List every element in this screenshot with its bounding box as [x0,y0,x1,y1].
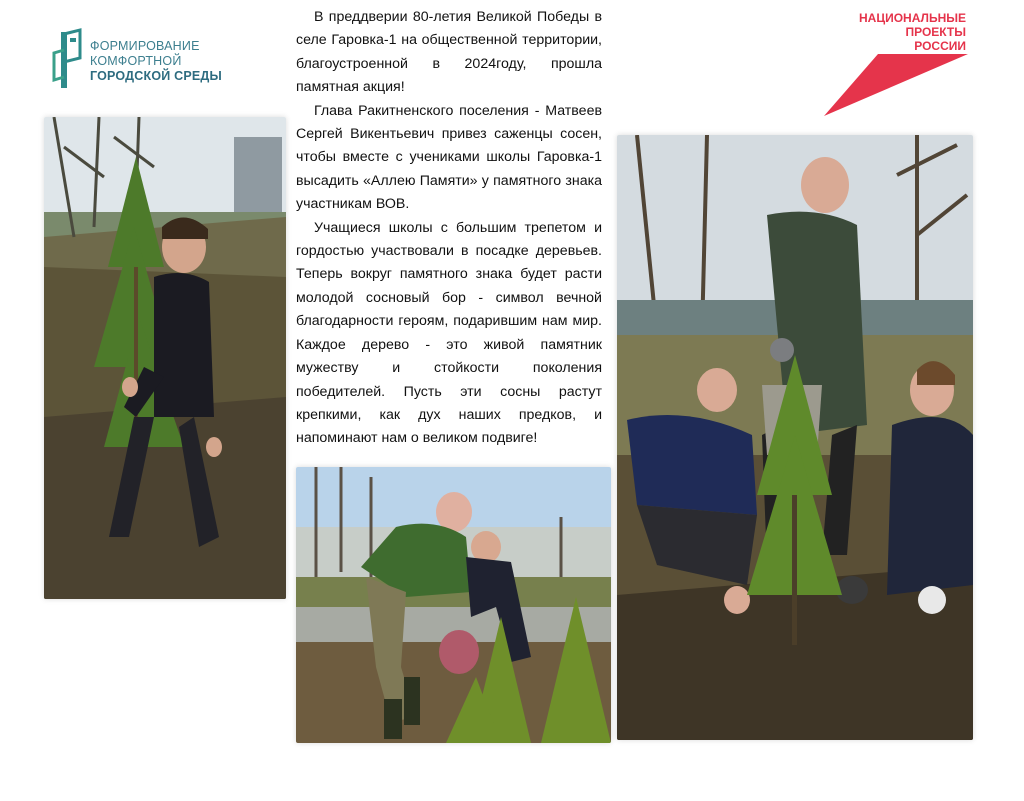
logo-left-line3: ГОРОДСКОЙ СРЕДЫ [90,69,222,83]
photo-middle-illustration [296,467,611,743]
logo-left-line2: КОМФОРТНОЙ [90,54,182,68]
photo-student-planting-pine [44,117,286,599]
urban-environment-logo-icon [50,28,84,92]
photo-right-illustration [617,135,973,740]
logo-right-line1: НАЦИОНАЛЬНЫЕ [859,11,966,25]
photo-group-planting-pine [617,135,973,740]
photo-man-and-student-planting [296,467,611,743]
logo-formirovanie-komfortnoy-sredy [50,26,230,94]
logo-right-line2: ПРОЕКТЫ [905,25,966,39]
logo-natsionalnye-proekty [822,10,972,118]
article-paragraph-1: В преддверии 80-летия Великой Победы в селе Гаровка-1 на общественной территории, благоустроенной в 2024году, прошла памятная акция! [296,9,602,96]
logo-right-line3: РОССИИ [914,39,966,53]
photo-left-illustration [44,117,286,599]
article-paragraph-3: Учащиеся школы с большим трепетом и гордостью участвовали в посадке деревьев. Теперь вокруг памятного знака будет расти молодой сосновый бор - символ вечной благодарности героям, подарившим нам мир. Каждое дерево - это живой памятник мужеству и стойкости поколения победителей. Пусть эти сосны растут крепкими, как дух наших предков, и напоминают нам о великом подвиге! [296,219,602,447]
article-text [296,6,602,451]
article-paragraph-2: Глава Ракитненского поселения - Матвеев Сергей Викентьевич привез саженцы сосен, чтобы вместе с учениками школы Гаровка-1 высадить «Аллею Памяти» у памятного знака участникам ВОВ. [296,102,602,213]
logo-left-line1: ФОРМИРОВАНИЕ [90,39,200,53]
